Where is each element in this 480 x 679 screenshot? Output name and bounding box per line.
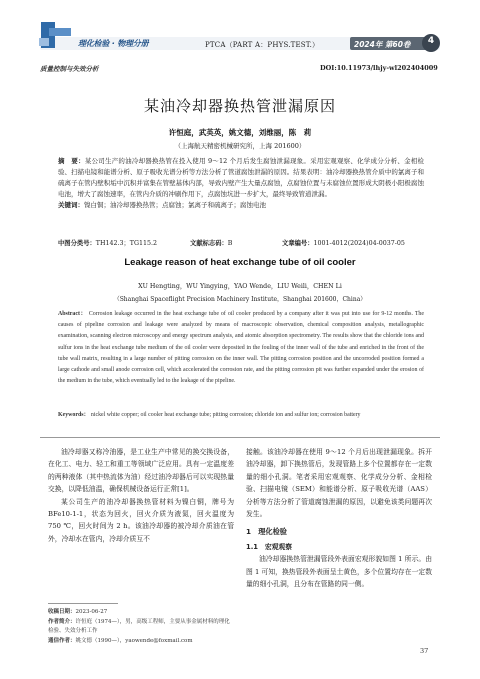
keywords-cn-text: 镍白铜；油冷却器换热管；点腐蚀；氯离子和硫离子；腐蚀电池 [84,201,266,209]
page-number: 37 [420,647,429,655]
keywords-en-label: Keywords： [58,412,90,418]
authors-en: XU Hengting，WU Yingying，YAO Wende，LIU Weili，CHEN Li [138,283,342,290]
body-column-left [48,446,234,545]
affiliation-en: （Shanghai Spaceflight Precision Machinery Institute，Shanghai 201600，China） [113,296,367,303]
subsection-heading: 1.1 宏观观察 [246,542,293,551]
footnote-author: 作者简介：许恒庭（1974—），男，高级工程师，主要从事金属材料的理化检验、失效分析工作 [48,618,230,634]
body-paragraph: 某公司生产的油冷却器换热管材料为镍白铜，牌号为 BFe10-1-1，状态为回火，回火介质为液氮，回火温度为 750 ℃，回火时间为 2 h。该油冷却器的被冷却介质油在管外，冷却水在管内，冷却介质互不 [48,497,234,543]
title-cn: 某油冷却器换热管泄漏原因 [143,97,336,115]
doi: DOI:10.11973/lhjy-wl202404009 [320,64,438,72]
footnote-correspondence: 通信作者：姚文德（1990—），yaowende@foxmail.com [48,637,193,644]
footnote-divider [48,603,118,604]
journal-logo-icon [37,20,83,50]
classification-line [58,238,424,247]
article-category: 质量控制与失效分析 [40,65,99,73]
article-no-value: 1001-4012(2024)04-0037-05 [313,240,405,247]
doc-code-label: 文献标志码： [190,240,228,247]
footnote-received: 收稿日期：2023-06-27 [48,609,108,615]
year-issue: 2024年 第60卷 [354,40,411,49]
doc-code-value: B [227,240,233,247]
body-paragraph: 接触。该油冷却器在使用 9～12 个月后出现泄漏现象。拆开油冷却器，卸下换热管后，发现管路上多个位置都存在一定数量的细小孔洞。笔者采用宏观观察、化学成分分析、金相检验、扫描电镜（SEM）和能谱分析、原子吸收光谱（AAS）分析等方法分析了管道腐蚀泄漏的原因，以避免该类问题再次发生。 [246,448,432,519]
clc-label: 中图分类号： [58,240,96,247]
keywords-en-text: nickel white copper; oil cooler heat exchange tube; pitting corrosion; chloride ion and sulfur ion; corrosion battery [90,412,361,418]
journal-name: PTCA（PART A：PHYS.TEST.） [205,41,320,49]
authors-cn: 许恒庭，武英英，姚文德，刘维丽，陈 莉 [168,128,312,137]
abstract-cn-text: 某公司生产的油冷却器换热管在投入使用 9～12 个月后发生腐蚀泄漏现象。采用宏观观察、化学成分分析、金相检验、扫描电镜和能谱分析、原子吸收光谱分析等方法分析了管道腐蚀泄漏的原因。结果表明：油冷却器换热管介质中的氯离子和硫离子在管内壁积垢中沉积并富集在管壁基体内部，导致内壁产生大量点腐蚀，点腐蚀位置与未腐蚀位置形成大阴极小阳极腐蚀电池，增大了腐蚀速率，在管内介质的冲刷作用下，点腐蚀坑进一步扩大，最终导致管道泄漏。 [58,157,425,198]
title-en: Leakage reason of heat exchange tube of oil cooler [124,257,356,268]
issue-number: 4 [427,36,435,46]
body-column-right [246,446,432,590]
keywords-en [58,410,424,421]
body-paragraph: 油冷却器又称冷油器，是工业生产中常见的换交换设备，在化工、电力、轻工和重工等领域广泛应用。具有一定温度差的两种液体（其中热流体为油）经过油冷却器后可以实现热量交换，以降低油温，确保机械设备运行正常[1]。 [48,448,234,494]
footnotes [48,608,234,646]
abstract-en [58,309,424,387]
affiliation-cn: （上海航天精密机械研究所，上海 201600） [174,142,306,150]
section-divider [40,437,440,438]
abstract-en-text: Corrosion leakage occurred in the heat exchange tube of oil cooler produced by a company after it was put into use for 9-12 months. The causes of pipeline corrosion and leakage were analyzed by means of macroscopic observation, chemical composition analysis, metallographic examination, scanning electron microscopy and energy spectrum analysis, and atomic absorption spectrometry. The results show that the chloride ions and sulfur ions in the heat exchange tube medium of the oil cooler were deposited in the fouling of the inner wall of the tube and enriched in the front of the tube wall matrix, resulting in a large number of pitting corrosion on the inner wall. The pitting corrosion position and the uncorroded position formed a large cathode and small anode corrosion cell, which accelerated the corrosion rate, and the pitting corrosion pit was further expanded under the erosion of the medium in the tube, which eventually led to the leakage of the pipeline. [58,311,424,385]
abstract-en-label: Abstract： [58,311,87,317]
abstract-cn [58,156,424,211]
abstract-cn-label: 摘 要： [58,157,85,165]
body-paragraph: 油冷却器换热管泄漏管段外表面宏观形貌如图 1 所示。由图 1 可知，换热管段外表面呈土黄色，多个位置均存在一定数量的细小孔洞，且分布在管路的同一侧。 [246,555,432,589]
article-no-label: 文章编号： [282,240,314,247]
keywords-cn-label: 关键词： [58,201,84,209]
clc-value: TH142.3；TG115.2 [95,240,158,247]
section-heading: 1 理化检验 [246,527,287,537]
journal-brand: 理化检验 · 物理分册 [78,39,149,48]
